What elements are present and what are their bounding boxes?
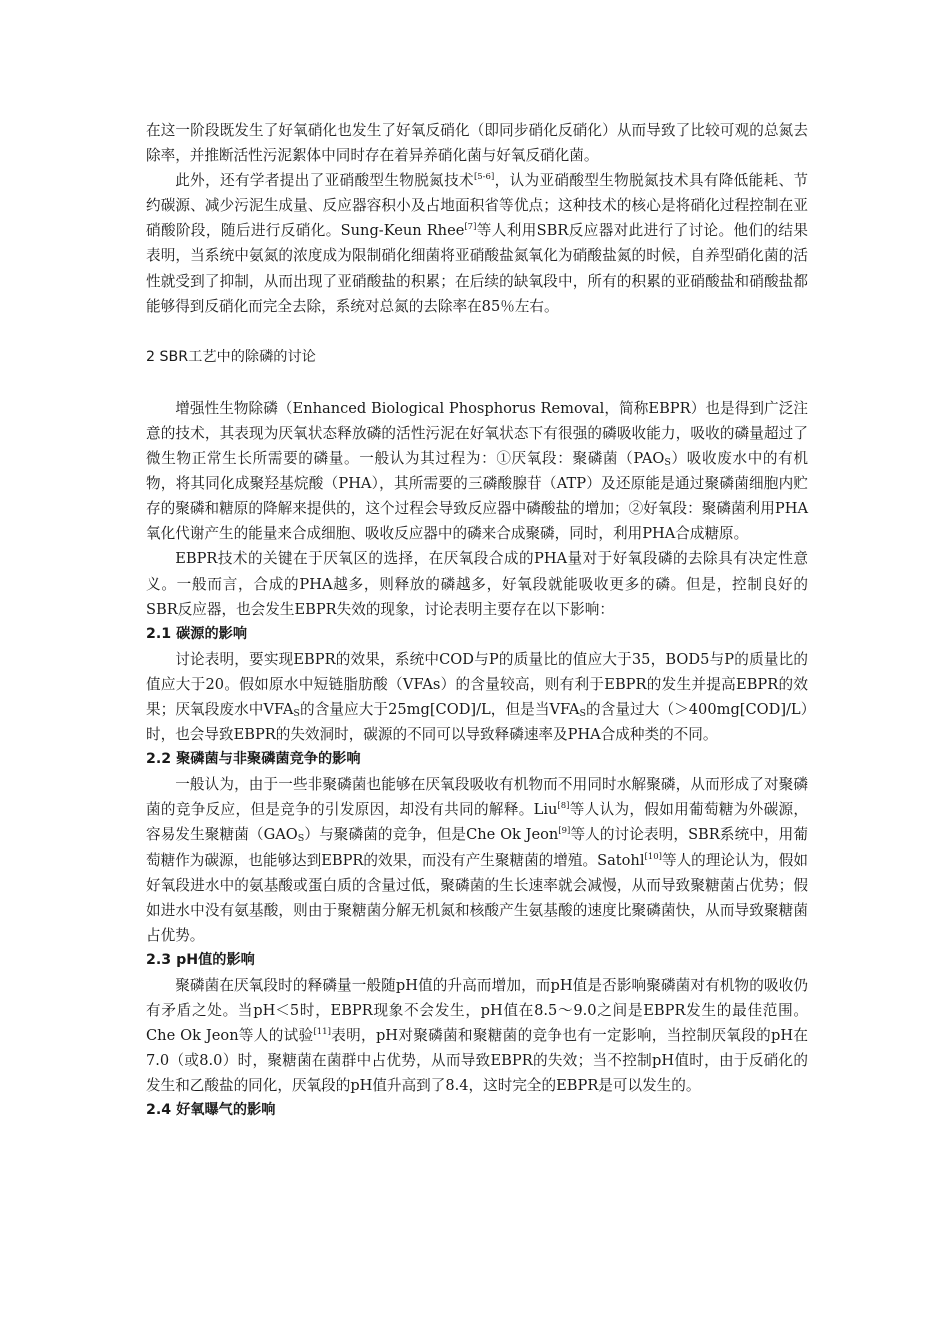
text-run: 的含量应大于25mg[COD]/L，但是当VFA: [299, 700, 580, 718]
text-run: 等人的讨论表明，SBR系统中，用葡萄糖作为碳源，也能够达到EBPR的效果，而没有产生聚糖菌的增殖。Satohl: [146, 826, 808, 869]
text-run: 表明，pH对聚磷菌和聚糖菌的竞争也有一定影响，当控制厌氧段的pH在7.0（或8.0）时，聚糖菌在菌群中占优势，从而导致EBPR的失效；当不控制pH值时，由于反硝化的发生和乙酸盐的同化，厌氧段的pH值升高到了8.4，这时完全的EBPR是可以发生的。: [146, 1027, 809, 1095]
section-heading: 2 SBR工艺中的除磷的讨论: [146, 348, 316, 365]
subsection-heading: 2.4 好氧曝气的影响: [146, 1102, 276, 1119]
text-run: 的含量过大（＞400mg[COD]/L）时，也会导致EBPR的失效洞时，碳源的不同可以导致释磷速率及PHA合成种类的不同。: [146, 700, 808, 744]
paragraph-competition: [146, 772, 808, 948]
text-run: 此外，还有学者提出了亚硝酸型生物脱氮技术: [175, 172, 474, 190]
paragraph-carbon-source: [146, 647, 808, 747]
text-run: ，认为亚硝酸型生物脱氮技术具有降低能耗、节约碳源、减少污泥生成量、反应器容积小及占地面积省等优点；这种技术的核心是将硝化过程控制在亚硝酸阶段，随后进行反硝化。Sung-Keun Rhee: [146, 172, 808, 240]
subsection-heading: 2.1 碳源的影响: [146, 625, 248, 642]
text-run: 讨论表明，要实现EBPR的效果，系统中COD与P的质量比的值应大于35，BOD5与P的质量比的值应大于20。假如原水中短链脂肪酸（VFAs）的含量较高，则有利于EBPR的发生并提高EBPR的效果；厌氧段废水中VFA: [146, 650, 808, 718]
text-run: 等人利用SBR反应器对此进行了讨论。他们的结果表明，当系统中氨氮的浓度成为限制硝化细菌将亚硝酸盐氮氧化为硝酸盐氮的时候，自养型硝化菌的活性就受到了抑制，从而出现了亚硝酸盐的积累；在后续的缺氧段中，所有的积累的亚硝酸盐和硝酸盐都能够得到反硝化而完全去除，系统对总氮的去除率在85％左右。: [146, 222, 808, 315]
subscript: S: [664, 457, 671, 469]
paragraph-nitrite-denitrification: [146, 168, 808, 319]
subsection-heading: 2.3 pH值的影响: [146, 951, 255, 968]
citation-ref: [10]: [644, 851, 662, 862]
citation-ref: [11]: [313, 1027, 331, 1038]
paragraph-nitrification-continued: [146, 118, 808, 168]
subsection-heading: 2.2 聚磷菌与非聚磷菌竞争的影响: [146, 751, 361, 768]
citation-ref: [5-6]: [473, 172, 495, 183]
text-run: 等人认为，假如用葡萄糖为外碳源，容易发生聚糖菌（GAO: [146, 801, 808, 844]
subscript: S: [297, 833, 305, 845]
document-body: [146, 118, 808, 1124]
paragraph-ebpr-intro: [146, 396, 808, 547]
paragraph-ebpr-key: [146, 546, 808, 621]
citation-ref: [9]: [558, 826, 571, 837]
subscript: S: [579, 707, 586, 719]
text-run: 聚磷菌在厌氧段时的释磷量一般随pH值的升高而增加，而pH值是否影响聚磷菌对有机物的吸收仍有矛盾之处。当pH＜5时，EBPR现象不会发生，pH值在8.5～9.0之间是EBPR发生的最佳范围。Che Ok Jeon等人的试验: [146, 977, 808, 1045]
subscript: S: [293, 707, 300, 719]
text-run: ）吸收废水中的有机物，将其同化成聚羟基烷酸（PHA），其所需要的三磷酸腺苷（ATP）及还原能是通过聚磷菌细胞内贮存的聚磷和糖原的降解来提供的，这个过程会导致反应器中磷酸盐的增加；②好氧段：聚磷菌利用PHA氧化代谢产生的能量来合成细胞、吸收反应器中的磷来合成聚磷，同时，利用PHA合成糖原。: [146, 450, 808, 543]
text-run: 等人的理论认为，假如好氧段进水中的氨基酸或蛋白质的含量过低，聚磷菌的生长速率就会减慢，从而导致聚糖菌占优势；假如进水中没有氨基酸，则由于聚糖菌分解无机氮和核酸产生氨基酸的速度比聚磷菌快，从而导致聚糖菌占优势。: [146, 851, 808, 944]
text-run: 在这一阶段既发生了好氧硝化也发生了好氧反硝化（即同步硝化反硝化）从而导致了比较可观的总氮去除率，并推断活性污泥絮体中同时存在着异养硝化菌与好氧反硝化菌。: [146, 122, 808, 165]
text-run: 增强性生物除磷（Enhanced Biological Phosphorus Removal，简称EBPR）也是得到广泛注意的技术，其表现为厌氧状态释放磷的活性污泥在好氧状态下有很强的磷吸收能力，吸收的磷量超过了微生物正常生长所需要的磷量。一般认为其过程为：①厌氧段：聚磷菌（PAO: [146, 399, 808, 468]
citation-ref: [7]: [464, 222, 477, 233]
citation-ref: [8]: [557, 801, 570, 812]
text-run: ）与聚磷菌的竞争，但是Che Ok Jeon: [304, 826, 559, 844]
paragraph-ph: [146, 973, 808, 1098]
text-run: EBPR技术的关键在于厌氧区的选择，在厌氧段合成的PHA量对于好氧段磷的去除具有决定性意义。一般而言，合成的PHA越多，则释放的磷越多，好氧段就能吸收更多的磷。但是，控制良好的SBR反应器，也会发生EBPR失效的现象，讨论表明主要存在以下影响：: [146, 550, 808, 618]
text-run: 一般认为，由于一些非聚磷菌也能够在厌氧段吸收有机物而不用同时水解聚磷，从而形成了对聚磷菌的竞争反应，但是竞争的引发原因，却没有共同的解释。Liu: [146, 776, 808, 819]
